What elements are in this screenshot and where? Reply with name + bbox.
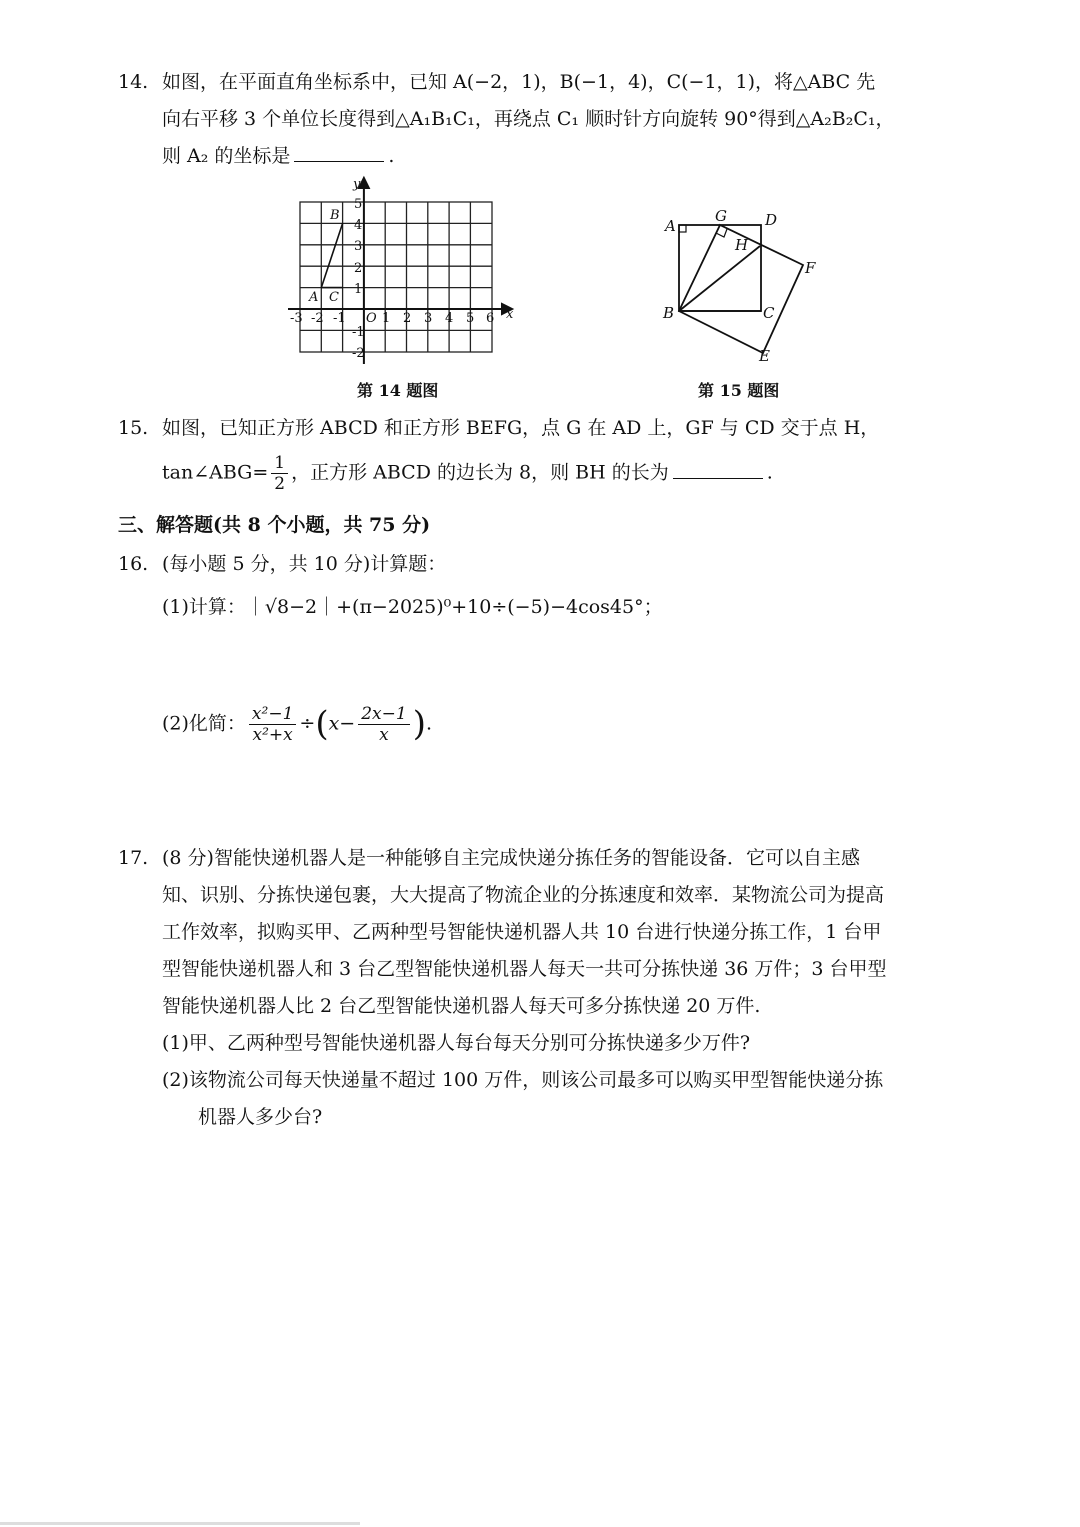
label-f: F: [805, 259, 816, 277]
figure-14-caption: 第 14 题图: [357, 381, 439, 400]
y-tick: -1: [352, 325, 365, 340]
question-number: 16.: [118, 553, 149, 575]
x-axis-label: x: [506, 307, 514, 322]
q15-tan: tan∠ABG=: [162, 461, 269, 484]
point-c-label: C: [329, 290, 339, 305]
figure-14-coordinate-grid: [280, 172, 520, 372]
period: .: [425, 712, 432, 735]
frac-numerator: 1: [271, 453, 288, 474]
y-tick: 1: [354, 282, 363, 297]
x-tick: 2: [403, 311, 412, 326]
y-tick: 4: [354, 218, 363, 233]
q14-line3: 则 A₂ 的坐标是: [162, 145, 291, 167]
origin-label: O: [366, 311, 377, 326]
q17-line: 知、识别、分拣快递包裹，大大提高了物流企业的分拣速度和效率．某物流公司为提高: [162, 884, 885, 906]
y-tick: 2: [354, 261, 363, 276]
x-tick: 5: [466, 311, 475, 326]
q17-line: (8 分)智能快递机器人是一种能够自主完成快递分拣任务的智能设备．它可以自主感: [162, 847, 860, 869]
q17-sub2: (2)该物流公司每天快递量不超过 100 万件，则该公司最多可以购买甲型智能快递分拣: [162, 1069, 884, 1091]
x-tick: 6: [486, 311, 495, 326]
frac-denominator: 2: [274, 474, 286, 494]
y-tick: 3: [354, 239, 363, 254]
frac-numerator: 2x−1: [358, 704, 409, 725]
y-axis-label: y: [353, 177, 361, 192]
question-14: [118, 64, 998, 175]
q17-line: 型智能快递机器人和 3 台乙型智能快递机器人每天一共可分拣快递 36 万件；3 台甲型: [162, 958, 887, 980]
q17-sub2-cont: 机器人多少台?: [198, 1106, 323, 1128]
label-b: B: [663, 304, 675, 322]
label-c: C: [763, 304, 775, 322]
q16-part1: (1)计算：｜√8−2｜+(π−2025)⁰+10÷(−5)−4cos45°；: [162, 596, 663, 618]
frac-denominator: x: [379, 725, 389, 745]
label-h: H: [735, 236, 749, 254]
label-e: E: [759, 347, 770, 365]
period: .: [766, 461, 773, 484]
q16-intro: (每小题 5 分，共 10 分)计算题：: [162, 553, 447, 575]
part2-label: (2)化简：: [162, 712, 246, 735]
answer-blank[interactable]: [294, 160, 384, 162]
point-b-label: B: [330, 208, 340, 223]
fraction-one-half: [271, 453, 288, 494]
frac-denominator: x²+x: [252, 725, 293, 745]
question-number: 15.: [118, 417, 149, 439]
point-a-label: A: [309, 290, 319, 305]
label-d: D: [765, 211, 778, 229]
q14-line2: 向右平移 3 个单位长度得到△A₁B₁C₁，再绕点 C₁ 顺时针方向旋转 90°得到△A₂B₂C₁，: [162, 108, 895, 130]
q17-line: 工作效率，拟购买甲、乙两种型号智能快递机器人共 10 台进行快递分拣工作，1 台甲: [162, 921, 882, 943]
fraction-1: [249, 704, 296, 745]
figure-15-squares: [655, 205, 835, 365]
right-paren: ): [412, 704, 426, 744]
inner-expression: x−: [328, 712, 356, 735]
fraction-2: [358, 704, 409, 745]
question-17: [118, 840, 998, 1136]
label-a: A: [665, 217, 676, 235]
figure-15-caption: 第 15 题图: [698, 381, 780, 400]
period: .: [388, 145, 395, 167]
x-tick: 3: [424, 311, 433, 326]
divide-sign: ÷: [299, 712, 316, 735]
y-tick: 5: [354, 197, 363, 212]
scan-edge-line: [0, 1522, 360, 1525]
x-tick: -3: [290, 311, 303, 326]
x-tick: -2: [311, 311, 324, 326]
q17-line: 智能快递机器人比 2 台乙型智能快递机器人每天可多分拣快递 20 万件.: [162, 995, 761, 1017]
label-g: G: [715, 207, 727, 225]
x-tick: 1: [382, 311, 391, 326]
question-15: [118, 410, 998, 494]
answer-blank[interactable]: [673, 477, 763, 479]
q15-line1: 如图，已知正方形 ABCD 和正方形 BEFG，点 G 在 AD 上，GF 与 CD 交于点 H，: [162, 417, 880, 439]
q17-sub1: (1)甲、乙两种型号智能快递机器人每台每天分别可分拣快递多少万件?: [162, 1032, 751, 1054]
question-number: 17.: [118, 847, 149, 869]
question-16: [118, 546, 998, 626]
x-tick: -1: [333, 311, 346, 326]
frac-numerator: x²−1: [249, 704, 296, 725]
y-tick: -2: [352, 346, 365, 361]
q14-line1: 如图，在平面直角坐标系中，已知 A(−2，1)，B(−1，4)，C(−1，1)，将△ABC 先: [162, 71, 876, 93]
left-paren: (: [315, 704, 329, 744]
q16-part2: [118, 704, 998, 745]
x-tick: 4: [445, 311, 454, 326]
section-heading: 三、解答题(共 8 个小题，共 75 分): [118, 514, 431, 536]
question-number: 14.: [118, 71, 149, 93]
triangle-abc: [321, 223, 342, 287]
q15-line2: ，正方形 ABCD 的边长为 8，则 BH 的长为: [291, 461, 669, 484]
